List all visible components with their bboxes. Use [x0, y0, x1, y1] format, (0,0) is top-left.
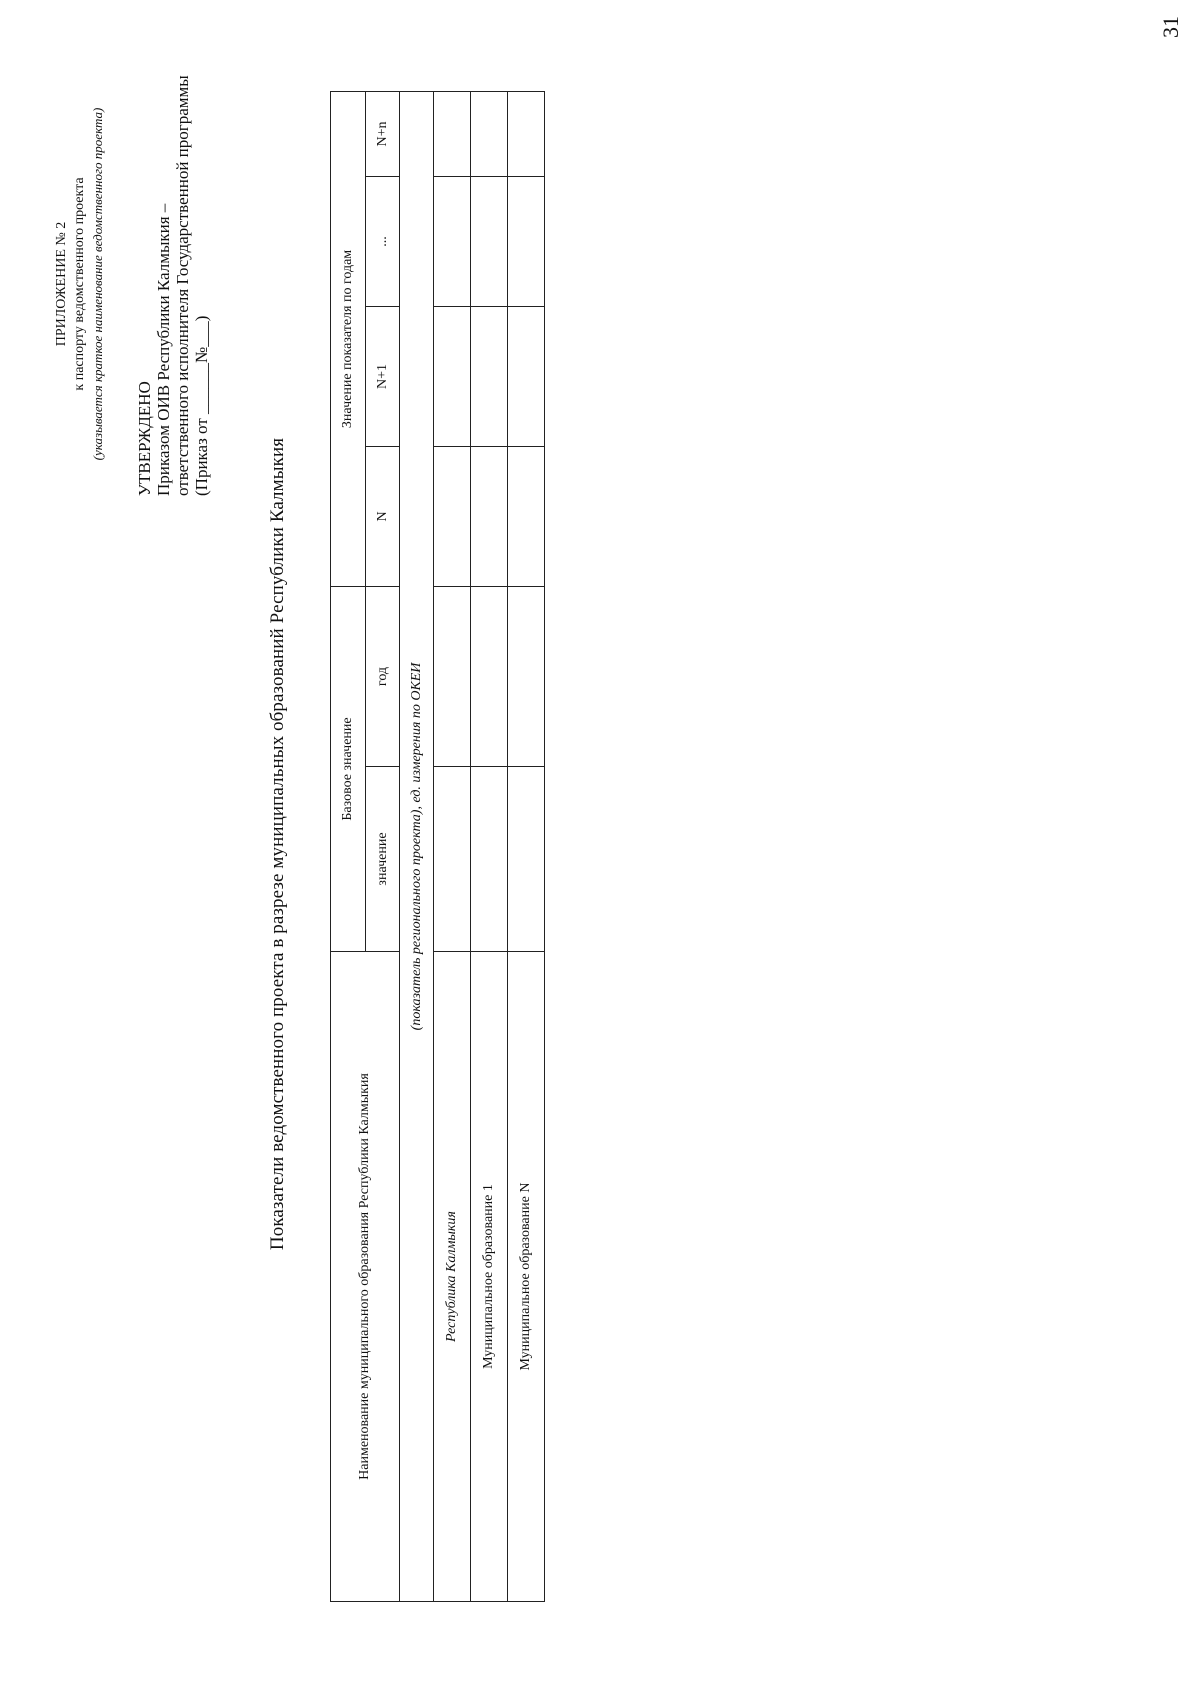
table-cell	[508, 91, 545, 176]
subheader-n-plus-n: N+n	[366, 91, 400, 176]
header-base-value: Базовое значение	[331, 586, 366, 951]
appendix-hint: (указывается краткое наименование ведомственного проекта)	[90, 107, 105, 461]
table-cell	[434, 91, 471, 176]
table-cell	[434, 586, 471, 766]
table-header-row	[331, 91, 366, 1601]
subheader-ellipsis: ...	[366, 176, 400, 306]
table-cell	[471, 586, 508, 766]
table-cell	[471, 176, 508, 306]
table-cell	[434, 446, 471, 586]
rotated-sheet	[45, 44, 645, 1644]
section-indicator: (показатель регионального проекта), ед. измерения по ОКЕИ	[400, 91, 434, 1601]
subheader-n: N	[366, 446, 400, 586]
approval-block	[135, 16, 211, 496]
page-number: 31	[1158, 16, 1183, 38]
row-label: Муниципальное образование 1	[471, 952, 508, 1602]
table-cell	[434, 306, 471, 446]
table-cell	[508, 767, 545, 952]
subheader-value: значение	[366, 767, 400, 952]
table-cell	[508, 306, 545, 446]
header-municipality: Наименование муниципального образования Республики Калмыкия	[331, 952, 400, 1602]
subheader-year: год	[366, 586, 400, 766]
table-section-row	[400, 91, 434, 1601]
table-cell	[471, 767, 508, 952]
approval-line-2: Приказом ОИВ Республики Калмыкия –	[154, 203, 173, 496]
table-cell	[508, 176, 545, 306]
approval-line-3: ответственного исполнителя Государственной программы	[173, 75, 192, 496]
table-cell	[471, 91, 508, 176]
table-row	[471, 91, 508, 1601]
table-cell	[434, 767, 471, 952]
table-row	[434, 91, 471, 1601]
appendix-subtitle: к паспорту ведомственного проекта	[72, 177, 87, 391]
row-label: Республика Калмыкия	[434, 952, 471, 1602]
appendix-block	[53, 64, 107, 504]
row-label: Муниципальное образование N	[508, 952, 545, 1602]
subheader-n-plus-1: N+1	[366, 306, 400, 446]
header-values-by-year: Значение показателя по годам	[331, 91, 366, 586]
approval-title: УТВЕРЖДЕНО	[135, 381, 154, 496]
table-cell	[508, 586, 545, 766]
indicators-table	[330, 91, 545, 1602]
table-row	[508, 91, 545, 1601]
table-cell	[508, 446, 545, 586]
appendix-number: ПРИЛОЖЕНИЕ № 2	[54, 221, 69, 347]
approval-order: (Приказ от ______№___)	[192, 315, 211, 496]
table-cell	[471, 446, 508, 586]
table-cell	[434, 176, 471, 306]
table-cell	[471, 306, 508, 446]
document-title: Показатели ведомственного проекта в разрезе муниципальных образований Республики Калмыкия	[267, 437, 288, 1251]
